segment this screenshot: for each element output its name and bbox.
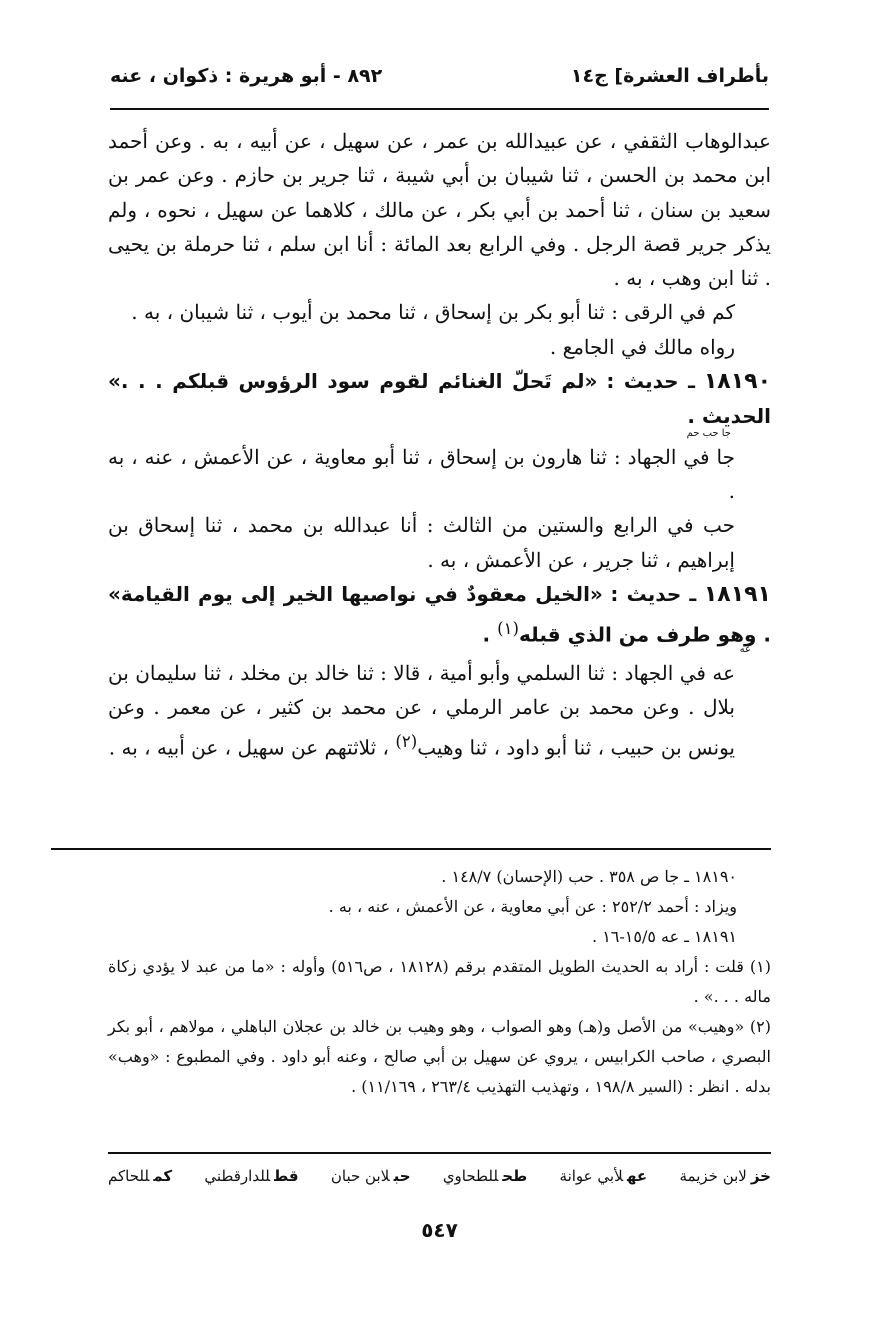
paragraph-malik: رواه مالك في الجامع .	[549, 334, 735, 359]
hadith-sigla: عه	[739, 644, 751, 656]
footnote-2: (٢) «وهيب» من الأصل و(هـ) وهو الصواب ، وهو وهيب بن خالد بن عجلان الباهلي ، مولاهم ، أبو بكر البصري ، صاحب الكرابيس ، يروي عن سهيل بن أبي صالح ، وعنه أبو داود . وفي المطبوع : «وهب» بدله . انظر : (السير ١٩٨/٨ ، وتهذيب التهذيب ٢٦٣/٤ ، ١١/١٦٩) .	[108, 1017, 772, 1096]
paragraph-continuation: عبدالوهاب الثقفي ، عن عبيدالله بن عمر ، عن سهيل ، عن أبيه ، به . وعن أحمد ابن محمد بن الحسن ، ثنا شيبان بن أبي شيبة ، ثنا جرير بن حازم . وعن عمر بن سعيد بن سنان ، ثنا أحمد بن أبي بكر ، عن مالك ، كلاهما عن سهيل ، نحوه ، ولم يذكر جرير قصة الرجل . وفي الرابع بعد المائة : أنا ابن سلم ، ثنا حرملة بن يحيى . ثنا ابن وهب ، به .	[108, 129, 771, 291]
hadith-heading-18190	[108, 364, 771, 440]
legend-item: قطللدارقطني	[204, 1167, 299, 1185]
hadith-text: «الخيل معقودٌ في نواصيها الخير إلى يوم القيامة» . وهو طرف من الذي قبله	[108, 581, 771, 647]
hadith-number: ١٨١٩٠	[703, 369, 772, 395]
footnote-divider	[51, 848, 771, 850]
footnote-source-18190: ١٨١٩٠ ـ جا ص ٣٥٨ . حب (الإحسان) ١٤٨/٧ .	[441, 867, 737, 886]
page-number: ٥٤٧	[421, 1218, 458, 1242]
legend-item: كمللحاكم	[108, 1167, 173, 1185]
footnote-source-18191: ١٨١٩١ ـ عه ١٥/٥-١٦ .	[592, 927, 737, 946]
header-divider	[110, 108, 769, 110]
header-book-title: بأطراف العشرة] ج١٤	[570, 65, 769, 87]
hadith-number: ١٨١٩١	[703, 581, 771, 607]
footnote-ref: (١)	[497, 619, 520, 639]
paragraph-ah	[108, 656, 771, 765]
hadith-label: ـ حديث :	[606, 369, 695, 394]
paragraph-ja: جا في الجهاد : ثنا هارون بن إسحاق ، ثنا أبو معاوية ، عن الأعمش ، عنه ، به .	[108, 444, 735, 503]
paragraph-ah-text-b: ، ثلاثتهم عن سهيل ، عن أبيه ، به .	[108, 735, 396, 760]
hadith-heading-18191	[108, 577, 771, 656]
legend-item: خزلابن خزيمة	[679, 1167, 771, 1185]
legend-divider	[108, 1152, 771, 1154]
hadith-end: .	[482, 622, 498, 647]
paragraph-hb: حب في الرابع والستين من الثالث : أنا عبدالله بن محمد ، ثنا إسحاق بن إبراهيم ، ثنا جرير ، عن الأعمش ، به .	[108, 513, 735, 572]
hadith-sigla: جا حب حم	[686, 427, 731, 439]
hadith-label: ـ حديث :	[610, 581, 697, 606]
legend-item: عهلأبي عوانة	[559, 1167, 648, 1185]
footnote-1: (١) قلت : أراد به الحديث الطويل المتقدم برقم (١٨١٢٨ ، ص٥١٦) وأوله : «ما من عبد لا يؤدي زكاة ماله . . .» .	[108, 957, 771, 1006]
hadith-text: «لم تَحلّ الغنائم لقوم سود الرؤوس قبلكم . . .» الحديث .	[108, 369, 771, 429]
paragraph-ah-text-a: عه في الجهاد : ثنا السلمي وأبو أمية ، قالا : ثنا خالد بن مخلد ، ثنا سليمان بن بلال . وعن محمد بن عامر الرملي ، عن محمد بن كثير ، عن معمر . وعن يونس بن حبيب ، ثنا أبو داود ، ثنا وهيب	[108, 661, 735, 760]
abbreviation-legend	[108, 1162, 771, 1190]
footnotes	[108, 862, 771, 1102]
footnote-additional: ويزاد : أحمد ٢٥٢/٢ : عن أبي معاوية ، عن الأعمش ، عنه ، به .	[328, 897, 737, 916]
legend-item: طحللطحاوي	[442, 1167, 528, 1185]
footnote-ref: (٢)	[395, 731, 418, 751]
header-section-title: ٨٩٢ - أبو هريرة : ذكوان ، عنه	[110, 65, 383, 87]
main-text	[108, 124, 771, 765]
legend-item: حبلابن حبان	[330, 1167, 411, 1185]
running-header	[110, 58, 769, 94]
paragraph-kam: كم في الرقى : ثنا أبو بكر بن إسحاق ، ثنا محمد بن أيوب ، ثنا شيبان ، به .	[131, 300, 735, 325]
